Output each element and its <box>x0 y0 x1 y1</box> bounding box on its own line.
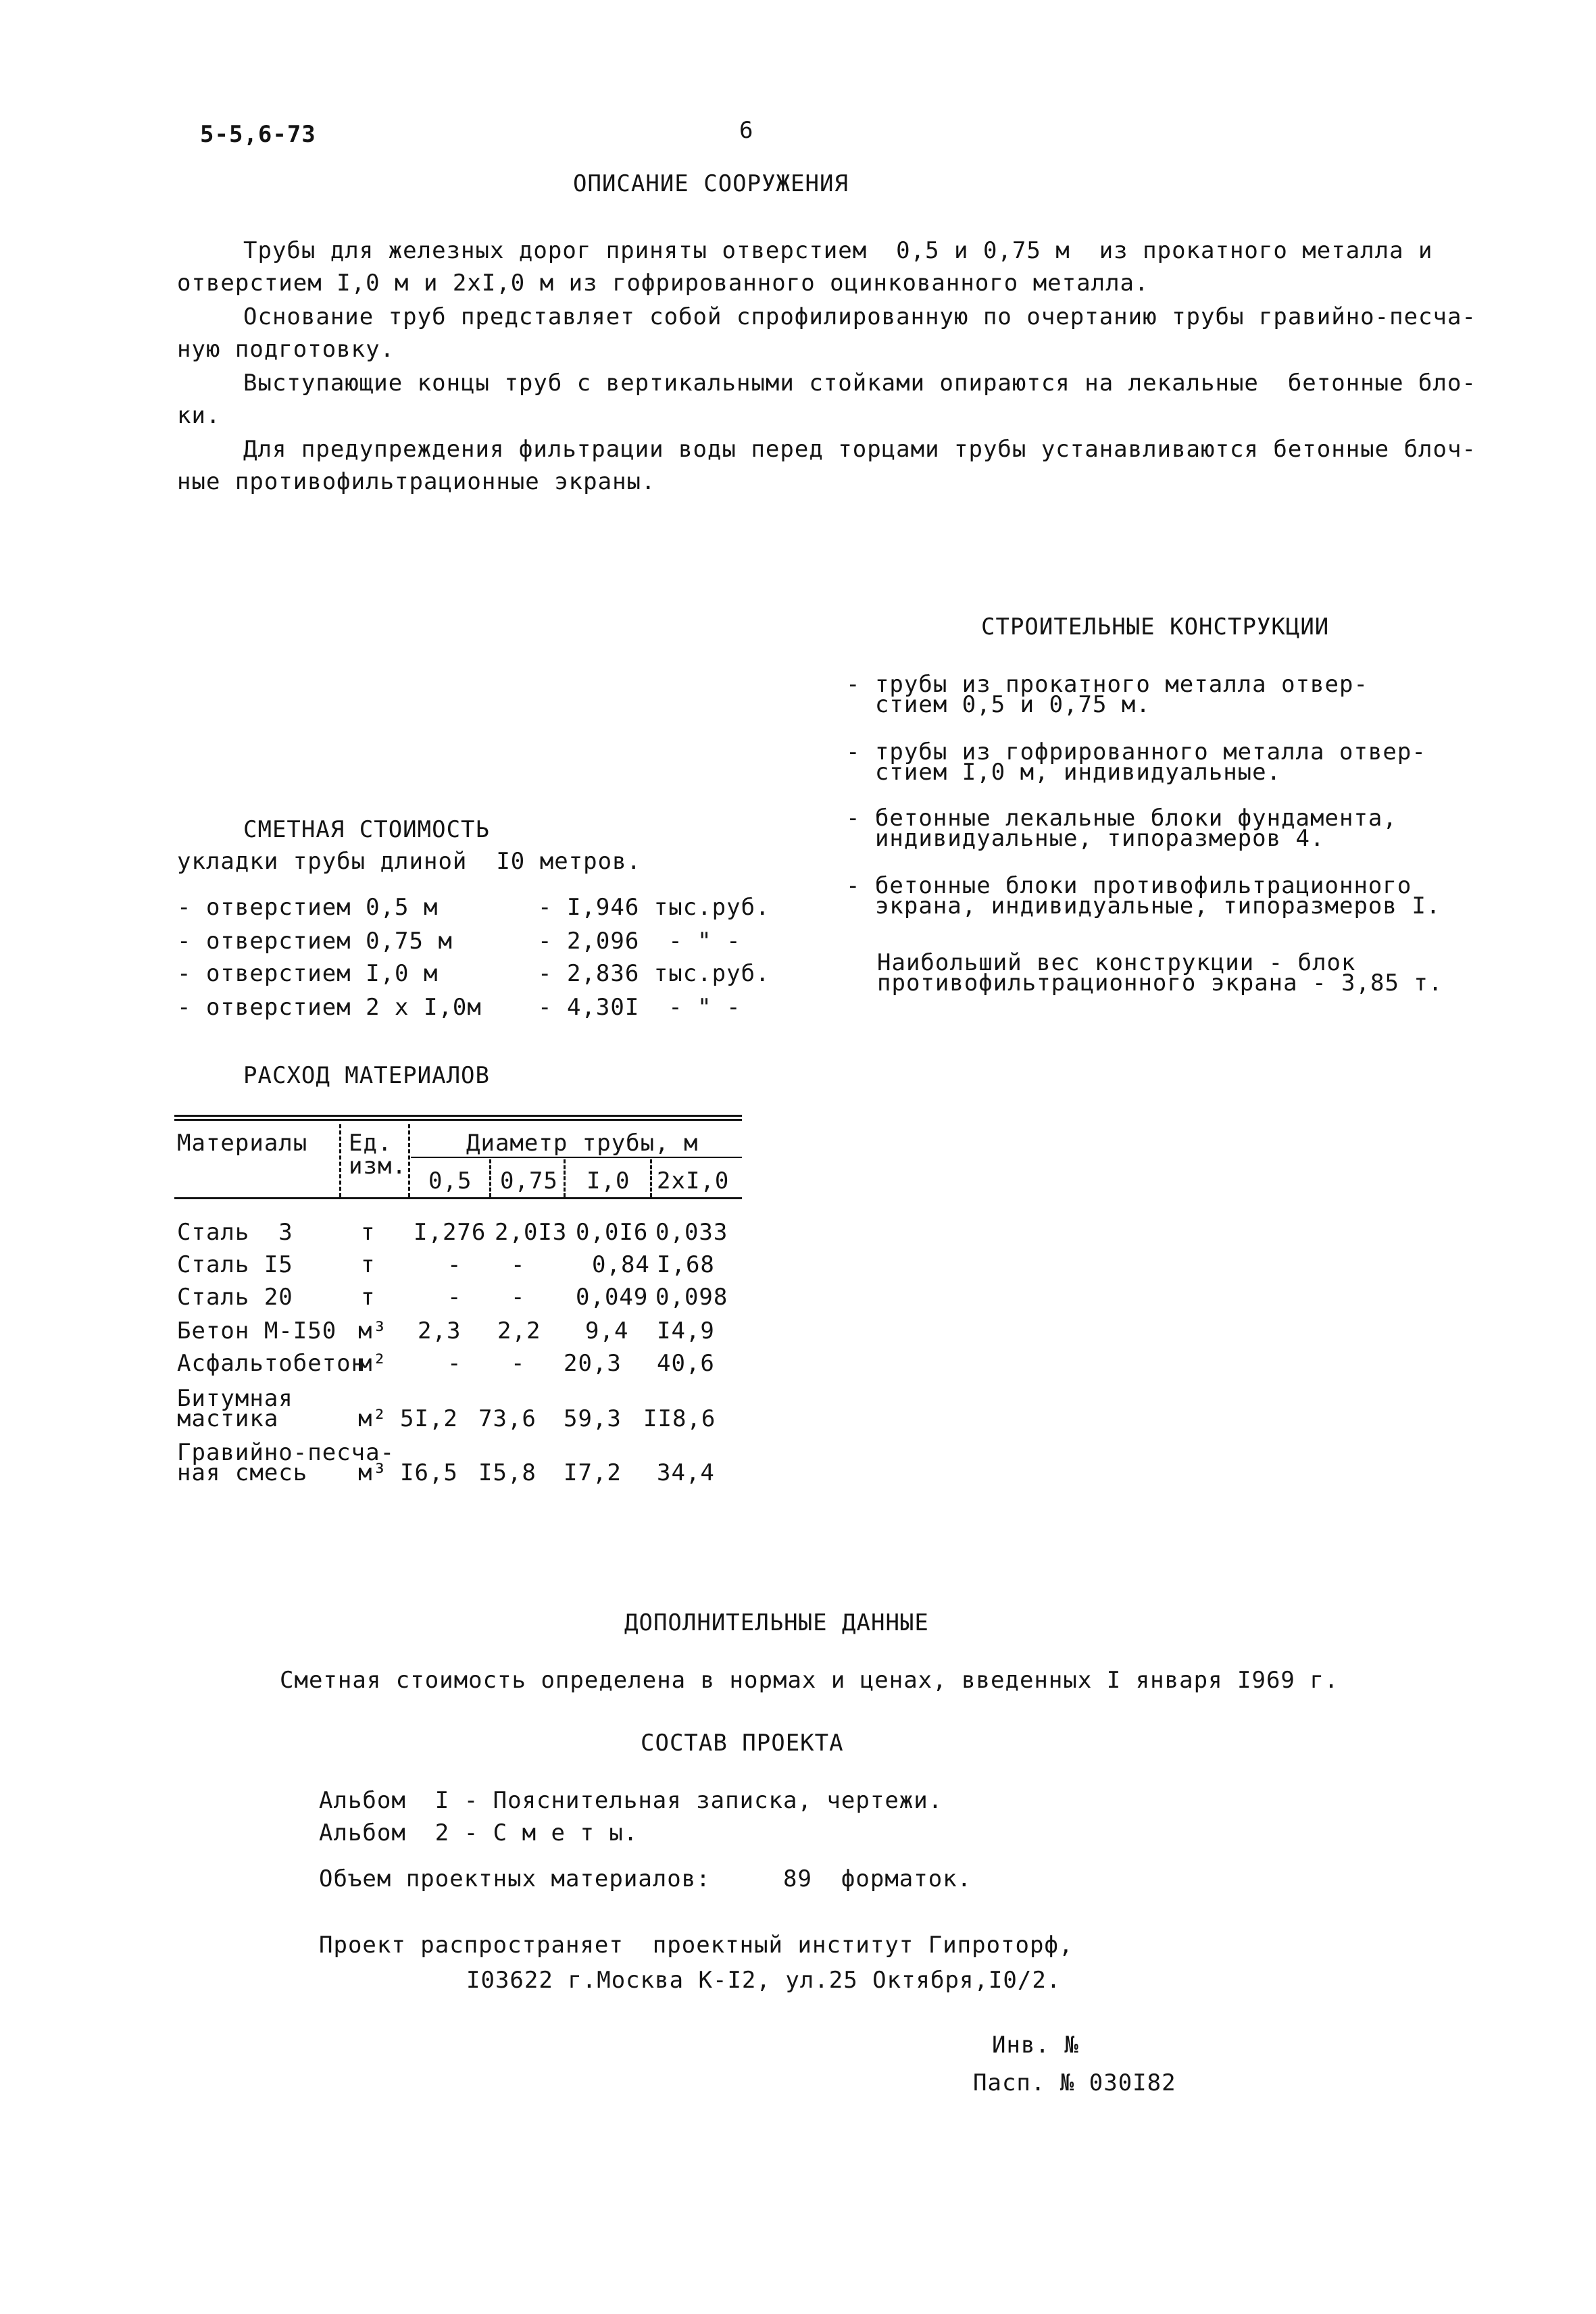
page-number: 6 <box>739 117 754 144</box>
material-value: 34,4 <box>657 1459 715 1486</box>
table-divider <box>339 1124 341 1197</box>
description-line: Для предупреждения фильтрации воды перед торцами трубы устанавливаются бетонные блоч- <box>243 436 1476 463</box>
header-d1: 0,5 <box>428 1167 472 1194</box>
material-unit: т <box>361 1284 376 1311</box>
passport-number: Пасп. № 030I82 <box>973 2069 1176 2096</box>
material-value: I6,5 <box>400 1459 458 1486</box>
construction-item: экрана, индивидуальные, типоразмеров I. <box>846 892 1441 920</box>
material-unit: т <box>361 1251 376 1278</box>
additional-text: Сметная стоимость определена в нормах и ценах, введенных I января I969 г. <box>280 1667 1339 1694</box>
composition-title: СОСТАВ ПРОЕКТА <box>641 1730 844 1757</box>
material-name: Сталь 3 <box>177 1219 293 1246</box>
header-diameter: Диаметр трубы, м <box>466 1130 699 1157</box>
distributor-line-1: Проект распространяет проектный институт Гипроторф, <box>319 1932 1074 1959</box>
construction-item: - трубы из гофрированного металла отвер- <box>846 738 1426 765</box>
header-d4: 2хI,0 <box>657 1167 730 1194</box>
max-weight-line: противофильтрационного экрана - 3,85 т. <box>877 970 1443 997</box>
material-value: - <box>511 1251 526 1278</box>
distributor-line-2: I03622 г.Москва К-I2, ул.25 Октября,I0/2. <box>466 1967 1062 1994</box>
table-divider <box>489 1159 491 1197</box>
table-divider <box>564 1159 566 1197</box>
material-value: 2,0I3 <box>495 1219 568 1246</box>
material-value: I,276 <box>414 1219 487 1246</box>
cost-title: СМЕТНАЯ СТОИМОСТЬ <box>243 816 490 843</box>
cost-row-value: - 4,30I - " - <box>538 994 741 1021</box>
material-value: 0,0I6 <box>576 1219 649 1246</box>
table-divider <box>650 1159 652 1197</box>
material-value: - <box>447 1350 462 1377</box>
cost-row-label: - отверстием I,0 м <box>177 960 439 987</box>
description-line: Выступающие концы труб с вертикальными стойками опираются на лекальные бетонные бло- <box>243 370 1476 397</box>
description-line: ки. <box>177 402 221 429</box>
material-value: - <box>447 1251 462 1278</box>
header-materials: Материалы <box>177 1130 308 1157</box>
construction-item: стием I,0 м, индивидуальные. <box>846 759 1282 786</box>
header-d2: 0,75 <box>500 1167 558 1194</box>
table-divider <box>408 1124 410 1197</box>
max-weight-line: Наибольший вес конструкции - блок <box>877 949 1356 976</box>
material-name: ная смесь <box>177 1459 308 1486</box>
material-value: 20,3 <box>564 1350 622 1377</box>
description-line: Трубы для железных дорог приняты отверстием 0,5 и 0,75 м из прокатного металла и <box>243 237 1433 264</box>
cost-row-value: - 2,836 тыс.руб. <box>538 960 770 987</box>
description-title: ОПИСАНИЕ СООРУЖЕНИЯ <box>573 170 849 197</box>
material-name: Сталь I5 <box>177 1251 293 1278</box>
material-value: 2,3 <box>418 1317 462 1344</box>
material-value: 5I,2 <box>400 1405 458 1432</box>
material-unit: м³ <box>358 1317 387 1344</box>
header-d3: I,0 <box>587 1167 630 1194</box>
album-1: Альбом I - Пояснительная записка, чертежи. <box>319 1787 943 1814</box>
construction-item: стием 0,5 и 0,75 м. <box>846 691 1151 718</box>
construction-item: - бетонные блоки противофильтрационного <box>846 872 1412 899</box>
material-value: 0,049 <box>576 1284 649 1311</box>
material-name: Битумная <box>177 1385 293 1412</box>
cost-row-label: - отверстием 2 х I,0м <box>177 994 482 1021</box>
diameter-subrule <box>411 1157 742 1158</box>
material-value: - <box>511 1284 526 1311</box>
material-name: Асфальтобетон <box>177 1350 366 1377</box>
description-line: ные противофильтрационные экраны. <box>177 468 656 495</box>
material-value: 0,84 <box>592 1251 650 1278</box>
material-value: - <box>447 1284 462 1311</box>
material-name: Гравийно-песча- <box>177 1439 395 1466</box>
inventory-number: Инв. № <box>992 2032 1079 2059</box>
description-line: Основание труб представляет собой спрофилированную по очертанию трубы гравийно-песча- <box>243 303 1476 330</box>
additional-title: ДОПОЛНИТЕЛЬНЫЕ ДАННЫЕ <box>624 1609 929 1636</box>
material-value: I,68 <box>657 1251 715 1278</box>
material-value: 59,3 <box>564 1405 622 1432</box>
material-name: Бетон М-I50 <box>177 1317 337 1344</box>
table-top-rule <box>174 1115 742 1117</box>
material-value: - <box>511 1350 526 1377</box>
cost-row-label: - отверстием 0,75 м <box>177 928 453 955</box>
material-value: I4,9 <box>657 1317 715 1344</box>
material-value: 40,6 <box>657 1350 715 1377</box>
cost-subtitle: укладки трубы длиной I0 метров. <box>177 848 642 875</box>
material-value: 0,033 <box>655 1219 728 1246</box>
material-name: Сталь 20 <box>177 1284 293 1311</box>
material-unit: т <box>361 1219 376 1246</box>
album-2: Альбом 2 - С м е т ы. <box>319 1819 639 1846</box>
header-unit: Ед. <box>349 1130 393 1157</box>
material-unit: м³ <box>358 1459 387 1486</box>
material-value: 9,4 <box>585 1317 629 1344</box>
cost-row-label: - отверстием 0,5 м <box>177 894 439 921</box>
construction-item: - трубы из прокатного металла отвер- <box>846 671 1368 698</box>
material-unit: м² <box>358 1350 387 1377</box>
table-header-rule <box>174 1197 742 1199</box>
construction-item: индивидуальные, типоразмеров 4. <box>846 825 1325 852</box>
material-value: 73,6 <box>478 1405 537 1432</box>
material-value: I7,2 <box>564 1459 622 1486</box>
table-top-rule-double <box>174 1119 742 1121</box>
material-value: 2,2 <box>497 1317 541 1344</box>
material-value: II8,6 <box>643 1405 716 1432</box>
material-value: 0,098 <box>655 1284 728 1311</box>
materials-title: РАСХОД МАТЕРИАЛОВ <box>243 1062 490 1089</box>
construction-item: - бетонные лекальные блоки фундамента, <box>846 805 1397 832</box>
cost-row-value: - 2,096 - " - <box>538 928 741 955</box>
description-line: ную подготовку. <box>177 336 395 363</box>
constructions-title: СТРОИТЕЛЬНЫЕ КОНСТРУКЦИИ <box>981 613 1330 640</box>
document-code: 5-5,6-73 <box>200 121 316 148</box>
material-value: I5,8 <box>478 1459 537 1486</box>
description-line: отверстием I,0 м и 2хI,0 м из гофрированного оцинкованного металла. <box>177 270 1149 297</box>
header-unit-2: изм. <box>349 1153 407 1180</box>
cost-row-value: - I,946 тыс.руб. <box>538 894 770 921</box>
material-unit: м² <box>358 1405 387 1432</box>
project-volume: Объем проектных материалов: 89 форматок. <box>319 1865 972 1892</box>
material-name: мастика <box>177 1405 279 1432</box>
